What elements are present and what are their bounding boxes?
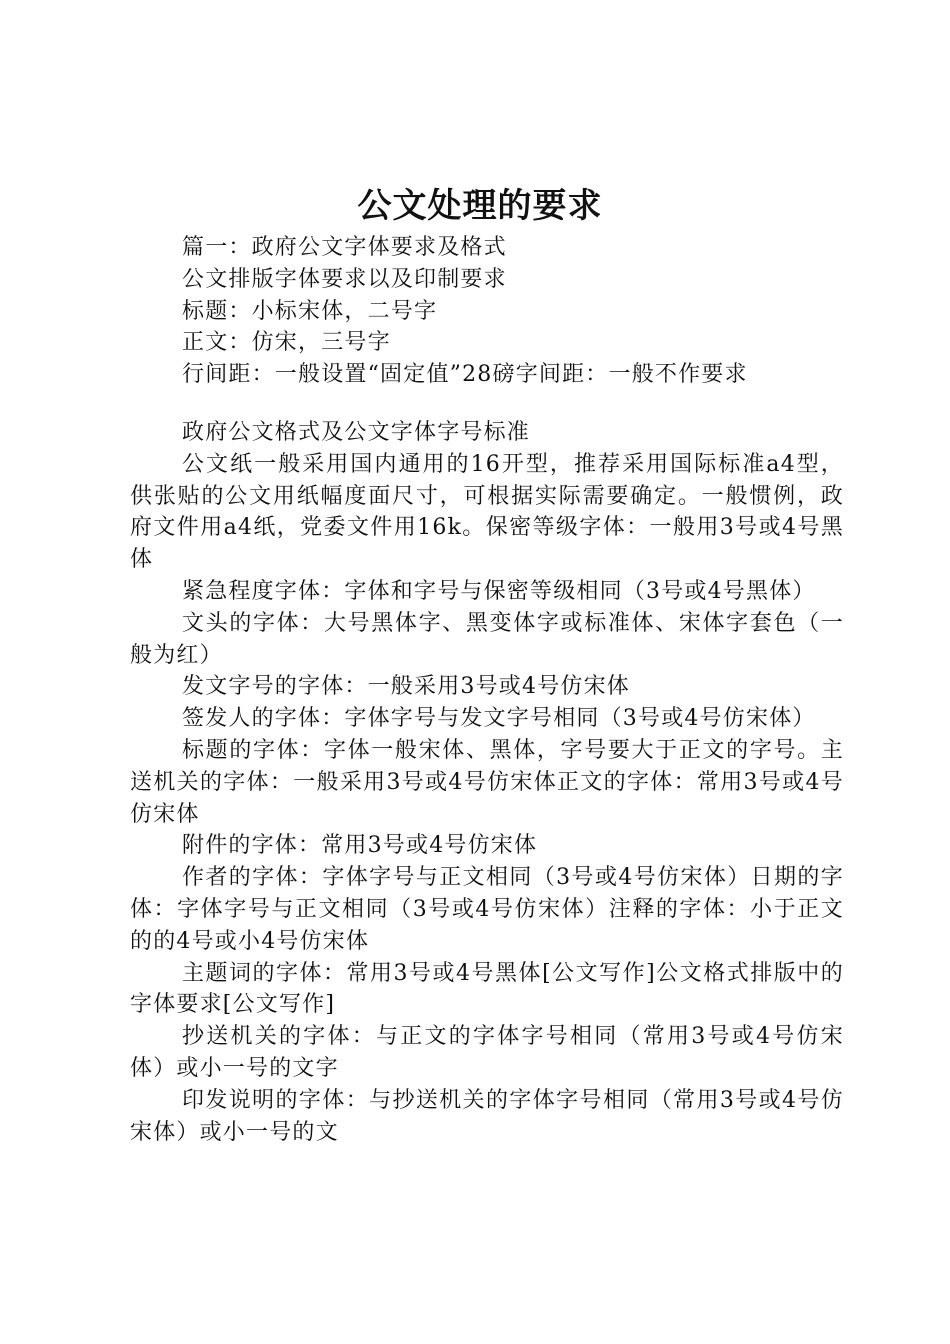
paragraph-format-standard: 政府公文格式及公文字体字号标准 [182,419,531,445]
document-body [130,232,844,1148]
paragraph-gap [130,391,844,417]
paragraph-subject-font: 主题词的字体：常用3号或4号黑体[公文写作]公文格式排版中的字体要求[公文写作] [130,960,844,1018]
paragraph-title-font: 标题：小标宋体，二号字 [182,298,438,324]
paragraph-layout-requirements: 公文排版字体要求以及印制要求 [182,266,507,292]
paragraph-cc-font: 抄送机关的字体：与正文的字体字号相同（常用3号或4号仿宋体）或小一号的文字 [130,1024,844,1081]
paragraph-urgency-font: 紧急程度字体：字体和字号与保密等级相同（3号或4号黑体） [182,578,816,604]
paragraph-body-font: 正文：仿宋，三号字 [182,330,391,356]
document-title: 公文处理的要求 [357,186,603,226]
paragraph-doc-number-font: 发文字号的字体：一般采用3号或4号仿宋体 [182,674,630,700]
paragraph-paper-size: 公文纸一般采用国内通用的16开型，推荐采用国际标准a4型，供张贴的公文用纸幅度面尺寸，可根据实际需要确定。一般惯例，政府文件用a4纸，党委文件用16k。保密等级字体：一般用3号或4号黑体 [130,451,844,573]
paragraph-signer-font: 签发人的字体：字体字号与发文字号相同（3号或4号仿宋体） [182,706,816,732]
paragraph-header-font: 文头的字体：大号黑体字、黑变体字或标准体、宋体字套色（一般为红） [130,610,844,668]
paragraph-line-spacing: 行间距：一般设置“固定值”28磅字间距：一般不作要求 [182,362,748,388]
paragraph-section-heading: 篇一：政府公文字体要求及格式 [182,235,507,260]
paragraph-heading-font: 标题的字体：字体一般宋体、黑体，字号要大于正文的字号。主送机关的字体：一般采用3号或4号仿宋体正文的字体：常用3号或4号仿宋体 [130,737,844,827]
paragraph-print-note-font: 印发说明的字体：与抄送机关的字体字号相同（常用3号或4号仿宋体）或小一号的文 [130,1087,844,1145]
paragraph-author-font: 作者的字体：字体字号与正文相同（3号或4号仿宋体）日期的字体：字体字号与正文相同（3号或4号仿宋体）注释的字体：小于正文的的4号或小4号仿宋体 [130,865,844,954]
paragraph-attachment-font: 附件的字体：常用3号或4号仿宋体 [182,833,538,859]
